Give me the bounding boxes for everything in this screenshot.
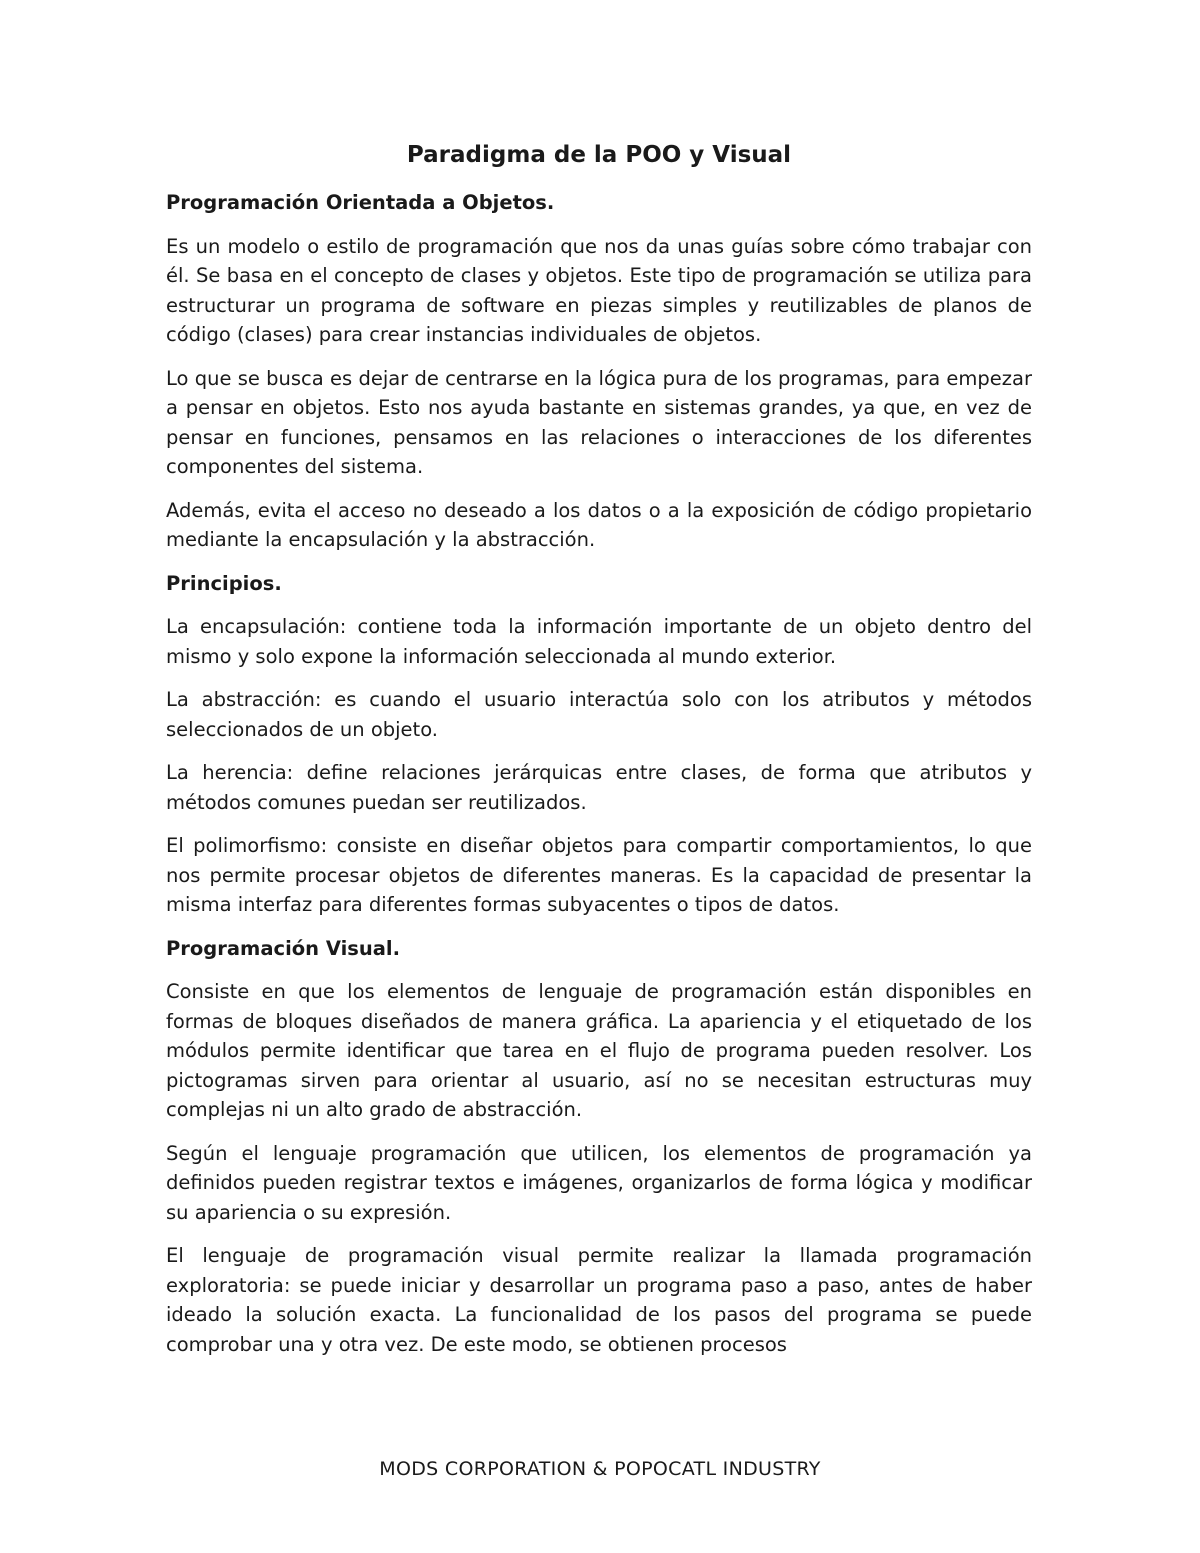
section-principios — [166, 569, 1032, 920]
document-page — [166, 138, 1032, 1356]
section-programacion-visual — [166, 934, 1032, 1356]
document-title: Paradigma de la POO y Visual — [406, 142, 792, 168]
paragraph: Consiste en que los elementos de lenguaje de programación están disponibles en formas de bloques diseñados de manera gráfica. La apariencia y el etiquetado de los módulos permite identificar que tarea en el flujo de programa pueden resolver. Los pictogramas sirven para orientar al usuario, así no se necesitan estructuras muy complejas ni un alto grado de abstracción. — [166, 980, 1032, 1121]
section-poo — [166, 188, 1032, 555]
paragraph-polimorfismo: El polimorfismo: consiste en diseñar objetos para compartir comportamientos, lo que nos permite procesar objetos de diferentes maneras. Es la capacidad de presentar la misma interfaz para diferentes formas subyacentes o tipos de datos. — [166, 834, 1032, 916]
paragraph-abstraccion: La abstracción: es cuando el usuario interactúa solo con los atributos y métodos seleccionados de un objeto. — [166, 688, 1032, 741]
paragraph: Según el lenguaje programación que utilicen, los elementos de programación ya definidos pueden registrar textos e imágenes, organizarlos de forma lógica y modificar su apariencia o su expresión. — [166, 1141, 1032, 1224]
paragraph-continued: El lenguaje de programación visual permite realizar la llamada programación exploratoria: se puede iniciar y desarrollar un programa paso a paso, antes de haber ideado la solución exacta. La funcionalidad de los pasos del programa se puede comprobar una y otra vez. De este modo, se obtienen procesos — [166, 1244, 1032, 1356]
section-heading-principios: Principios. — [166, 571, 282, 595]
paragraph: Lo que se busca es dejar de centrarse en la lógica pura de los programas, para empezar a pensar en objetos. Esto nos ayuda bastante en sistemas grandes, ya que, en vez de pensar en funciones, pensamos en las relaciones o interacciones de los diferentes componentes del sistema. — [166, 366, 1032, 478]
paragraph: Además, evita el acceso no deseado a los datos o a la exposición de código propietario mediante la encapsulación y la abstracción. — [166, 498, 1032, 551]
section-heading-visual: Programación Visual. — [166, 936, 400, 960]
paragraph: Es un modelo o estilo de programación que nos da unas guías sobre cómo trabajar con él. Se basa en el concepto de clases y objetos. Este tipo de programación se utiliza para estructurar un programa de software en piezas simples y reutilizables de planos de código (clases) para crear instancias individuales de objetos. — [166, 234, 1032, 346]
page-footer: MODS CORPORATION & POPOCATL INDUSTRY — [379, 1458, 821, 1480]
paragraph-herencia: La herencia: define relaciones jerárquicas entre clases, de forma que atributos y métodos comunes puedan ser reutilizados. — [166, 761, 1032, 814]
paragraph-encapsulacion: La encapsulación: contiene toda la información importante de un objeto dentro del mismo y solo expone la información seleccionada al mundo exterior. — [166, 615, 1032, 668]
section-heading-poo: Programación Orientada a Objetos. — [166, 191, 555, 214]
